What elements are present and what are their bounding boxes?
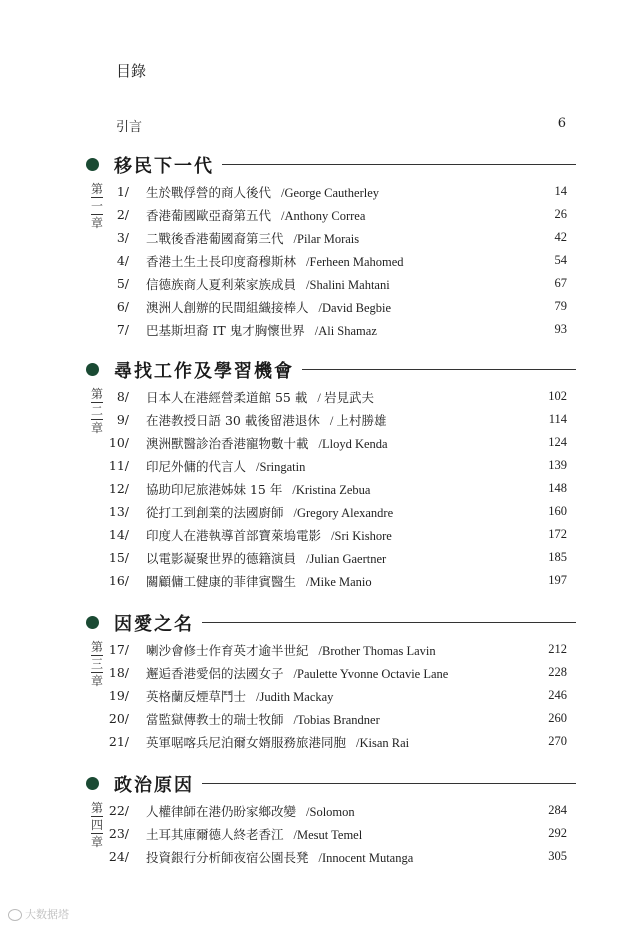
intro-label: 引言 (116, 120, 143, 135)
toc-entry[interactable] (0, 297, 620, 317)
entry-page-number: 79 (554, 299, 567, 313)
entry-person-name: /Sri Kishore (331, 529, 392, 543)
entry-page-number: 305 (548, 849, 567, 863)
entry-number: 14/ (108, 527, 129, 542)
entry-page-number: 114 (548, 412, 567, 426)
entry-title: 英軍啹喀兵尼泊爾女婿服務旅港同胞 (146, 735, 347, 750)
entry-page-number: 260 (548, 711, 567, 725)
entry-person-name: /Brother Thomas Lavin (318, 644, 436, 658)
entry-title: 信德族商人夏利萊家族成員 (146, 277, 297, 292)
entry-title: 以電影凝聚世界的德籍演員 (146, 551, 297, 566)
entry-person-name: /Tobias Brandner (293, 713, 380, 727)
entry-person-name: /Shalini Mahtani (306, 278, 390, 292)
entry-title: 喇沙會修士作育英才逾半世紀 (146, 643, 309, 658)
entry-title: 當監獄傳教士的瑞士牧師 (146, 712, 284, 727)
watermark-icon (8, 909, 22, 921)
entry-page-number: 93 (554, 322, 567, 336)
entry-page-number: 26 (554, 207, 567, 221)
toc-entry[interactable] (0, 456, 620, 476)
toc-entry[interactable] (0, 640, 620, 660)
chapter-label-char: 第 (90, 801, 103, 815)
entry-title-group (146, 321, 377, 339)
entry-person-name: /Innocent Mutanga (318, 851, 414, 865)
entry-title-group (146, 457, 305, 475)
toc-entry[interactable] (0, 387, 620, 407)
entry-title: 邂逅香港愛侶的法國女子 (146, 666, 284, 681)
section-bullet-icon (86, 363, 99, 376)
entry-title-group (146, 434, 388, 452)
entry-number: 17/ (108, 642, 129, 657)
entry-person-name: /Pilar Morais (293, 232, 360, 246)
chapter-label-char: 四 (90, 818, 103, 832)
entry-number: 6/ (116, 299, 129, 314)
entry-person-name: /Mike Manio (306, 575, 372, 589)
entry-title: 澳洲人創辦的民間組織接棒人 (146, 300, 309, 315)
toc-entry[interactable] (0, 801, 620, 821)
section (0, 610, 620, 755)
entry-person-name: /Paulette Yvonne Octavie Lane (293, 667, 449, 681)
section-header (86, 152, 576, 176)
entry-title: 二戰後香港葡國裔第三代 (146, 231, 284, 246)
chapter-label-char: 一 (90, 199, 103, 213)
section-title: 政治原因 (114, 771, 202, 797)
entry-number: 15/ (108, 550, 129, 565)
toc-entry[interactable] (0, 525, 620, 545)
entry-title-group (146, 298, 391, 316)
entry-person-name: /Julian Gaertner (306, 552, 387, 566)
entry-title: 生於戰俘營的商人後代 (146, 185, 272, 200)
entry-page-number: 284 (548, 803, 567, 817)
entry-title-group (146, 549, 386, 567)
entry-number: 3/ (116, 230, 129, 245)
entry-title: 從打工到創業的法國廚師 (146, 505, 284, 520)
section-header (86, 357, 576, 381)
toc-entry[interactable] (0, 251, 620, 271)
entry-person-name: /Sringatin (256, 460, 306, 474)
entry-title: 英格蘭反煙草鬥士 (146, 689, 247, 704)
entry-title-group (146, 183, 379, 201)
chapter-label-char: 章 (90, 216, 103, 230)
entry-page-number: 270 (548, 734, 567, 748)
toc-entry[interactable] (0, 824, 620, 844)
entry-person-name: /Kisan Rai (356, 736, 410, 750)
entry-title-group (146, 411, 386, 429)
chapter-label-char: 第 (90, 182, 103, 196)
entry-title-group (146, 802, 355, 820)
entry-title: 澳洲獸醫診治香港寵物數十載 (146, 436, 309, 451)
entry-title-group (146, 206, 365, 224)
entry-page-number: 42 (554, 230, 567, 244)
entry-person-name: /Mesut Temel (293, 828, 363, 842)
toc-entry[interactable] (0, 479, 620, 499)
entry-number: 24/ (108, 849, 129, 864)
entry-page-number: 67 (554, 276, 567, 290)
entry-number: 23/ (108, 826, 129, 841)
intro-entry (116, 116, 566, 134)
section (0, 357, 620, 594)
entry-title: 在港教授日語 30 載後留港退休 (146, 413, 320, 428)
entry-page-number: 14 (554, 184, 567, 198)
entry-title-group (146, 275, 390, 293)
toc-entry[interactable] (0, 182, 620, 202)
toc-entry[interactable] (0, 502, 620, 522)
toc-entry[interactable] (0, 732, 620, 752)
entry-title: 印尼外傭的代言人 (146, 459, 247, 474)
toc-entry[interactable] (0, 686, 620, 706)
entry-title: 關顧傭工健康的菲律賓醫生 (146, 574, 297, 589)
entry-person-name: / 上村勝雄 (329, 414, 387, 428)
toc-entry[interactable] (0, 410, 620, 430)
entry-title: 土耳其庫爾德人終老香江 (146, 827, 284, 842)
toc-entry[interactable] (0, 433, 620, 453)
entry-person-name: / 岩見武夫 (317, 391, 374, 405)
entry-number: 9/ (116, 412, 129, 427)
section-header (86, 610, 576, 634)
toc-entry[interactable] (0, 274, 620, 294)
entry-page-number: 102 (548, 389, 567, 403)
entry-person-name: /David Begbie (318, 301, 392, 315)
entry-person-name: /Lloyd Kenda (318, 437, 388, 451)
toc-title: 目錄 (116, 62, 147, 80)
entry-page-number: 212 (548, 642, 567, 656)
entry-title: 日本人在港經營柔道館 55 載 (146, 390, 308, 405)
entry-number: 4/ (116, 253, 129, 268)
toc-entry[interactable] (0, 663, 620, 683)
entry-title-group (146, 733, 409, 751)
chapter-label-char: 第 (90, 387, 103, 401)
entry-title-group (146, 526, 392, 544)
entry-page-number: 246 (548, 688, 567, 702)
entry-number: 22/ (108, 803, 129, 818)
intro-page: 6 (557, 116, 566, 131)
entry-page-number: 197 (548, 573, 567, 587)
entry-number: 21/ (108, 734, 129, 749)
entry-title: 人權律師在港仍盼家鄉改變 (146, 804, 297, 819)
entry-person-name: /Gregory Alexandre (293, 506, 394, 520)
section (0, 152, 620, 343)
entry-number: 13/ (108, 504, 129, 519)
entry-person-name: /Ferheen Mahomed (306, 255, 404, 269)
section-title: 因愛之名 (114, 610, 202, 636)
entry-page-number: 185 (548, 550, 567, 564)
entry-title: 投資銀行分析師夜宿公園長凳 (146, 850, 309, 865)
chapter-label-char: 三 (90, 657, 103, 671)
entry-number: 20/ (108, 711, 129, 726)
entry-number: 18/ (108, 665, 129, 680)
entry-person-name: /Solomon (306, 805, 355, 819)
chapter-label-char: 章 (90, 835, 103, 849)
entry-title-group (146, 503, 393, 521)
entry-title-group (146, 388, 374, 406)
entry-number: 16/ (108, 573, 129, 588)
watermark-text: 大数据塔 (25, 908, 69, 921)
entry-person-name: /Kristina Zebua (292, 483, 371, 497)
entry-number: 1/ (116, 184, 129, 199)
entry-title: 協助印尼旅港姊妹 15 年 (146, 482, 283, 497)
entry-page-number: 148 (548, 481, 567, 495)
section-header (86, 771, 576, 795)
entry-number: 8/ (116, 389, 129, 404)
entry-page-number: 54 (554, 253, 567, 267)
section-bullet-icon (86, 777, 99, 790)
entry-title-group (146, 229, 359, 247)
entry-number: 10/ (108, 435, 129, 450)
section (0, 771, 620, 870)
toc-entry[interactable] (0, 847, 620, 867)
entry-page-number: 160 (548, 504, 567, 518)
toc-entry[interactable] (0, 205, 620, 225)
toc-entry[interactable] (0, 571, 620, 591)
entry-number: 12/ (108, 481, 129, 496)
entry-title-group (146, 252, 404, 270)
entry-title-group (146, 572, 372, 590)
entry-number: 5/ (116, 276, 129, 291)
chapter-label-char: 第 (90, 640, 103, 654)
entry-page-number: 172 (548, 527, 567, 541)
watermark (8, 906, 69, 922)
entry-title-group (146, 825, 362, 843)
entry-page-number: 228 (548, 665, 567, 679)
entry-page-number: 292 (548, 826, 567, 840)
entry-title: 香港葡國歐亞裔第五代 (146, 208, 272, 223)
section-bullet-icon (86, 616, 99, 629)
entry-title-group (146, 710, 380, 728)
section-bullet-icon (86, 158, 99, 171)
entry-title-group (146, 641, 436, 659)
section-title: 移民下一代 (114, 152, 222, 178)
toc-entry[interactable] (0, 320, 620, 340)
entry-page-number: 139 (548, 458, 567, 472)
chapter-label-char: 章 (90, 421, 103, 435)
entry-title: 香港土生土長印度裔穆斯林 (146, 254, 297, 269)
entry-title-group (146, 480, 370, 498)
entry-title-group (146, 687, 333, 705)
entry-number: 2/ (116, 207, 129, 222)
entry-person-name: /Anthony Correa (281, 209, 366, 223)
section-title: 尋找工作及學習機會 (114, 357, 302, 383)
entry-title-group (146, 848, 413, 866)
entry-title: 印度人在港執導首部寶萊塢電影 (146, 528, 322, 543)
entry-person-name: /Ali Shamaz (314, 324, 377, 338)
entry-number: 19/ (108, 688, 129, 703)
entry-page-number: 124 (548, 435, 567, 449)
entry-person-name: /Judith Mackay (256, 690, 334, 704)
entry-number: 11/ (108, 458, 129, 473)
entry-number: 7/ (116, 322, 129, 337)
chapter-label-char: 二 (90, 404, 103, 418)
toc-entry[interactable] (0, 709, 620, 729)
entry-title: 巴基斯坦裔 IT 鬼才胸懷世界 (146, 323, 305, 338)
entry-title-group (146, 664, 448, 682)
chapter-label-char: 章 (90, 674, 103, 688)
toc-entry[interactable] (0, 548, 620, 568)
toc-entry[interactable] (0, 228, 620, 248)
entry-person-name: /George Cautherley (281, 186, 380, 200)
